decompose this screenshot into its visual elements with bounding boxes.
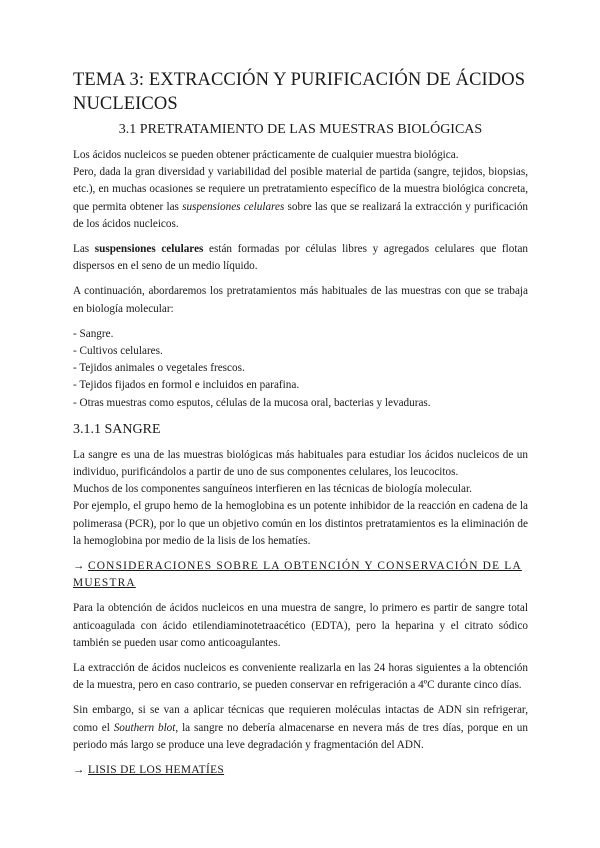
section-title: 3.1 PRETRATAMIENTO DE LAS MUESTRAS BIOLÓGICAS <box>118 122 483 137</box>
paragraph-suspensions <box>73 241 528 275</box>
paragraph-storage: La extracción de ácidos nucleicos es conveniente realizarla en las 24 horas siguientes a la obtención de la muestra, pero en caso contrario, se pueden conservar en refrigeración a 4ºC durante cinco días. <box>73 662 528 692</box>
list-item: - Tejidos fijados en formol e incluidos en parafina. <box>73 379 300 392</box>
list-item: - Otras muestras como esputos, células de la mucosa oral, bacterias y levaduras. <box>73 396 431 409</box>
list-item: - Sangre. <box>73 327 114 340</box>
bold-term: suspensiones celulares <box>94 243 204 256</box>
text-run: están formadas por células libres y agregados celulares que flotan dispersos en el seno de un medio líquido. <box>73 243 528 273</box>
text-run: , la sangre no debería almacenarse en nevera más de tres días, porque en un periodo más largo se produce una leve degradación y fragmentación del ADN. <box>73 721 528 751</box>
paragraph-pretreatments-intro: A continuación, abordaremos los pretratamientos más habituales de las muestras con que se trabaja en biología molecular: <box>73 285 528 315</box>
page-content <box>73 68 528 787</box>
document-title: TEMA 3: EXTRACCIÓN Y PURIFICACIÓN DE ÁCIDOS NUCLEICOS <box>73 70 526 114</box>
paragraph-intro-line: Los ácidos nucleicos se pueden obtener prácticamente de cualquier muestra biológica. <box>73 149 459 161</box>
text-run: Las <box>73 243 95 256</box>
italic-term: Southern blot <box>113 721 176 734</box>
text-run: Pero, dada la gran diversidad y variabilidad del posible material de partida (sangre, tejidos, biopsias, etc.), en muchas ocasiones se requiere un pretratamiento específico de la muestra biológica concreta, que permita obtener las <box>73 166 528 213</box>
arrow-icon: → <box>73 560 85 573</box>
text-run: Por ejemplo, el grupo hemo de la hemoglobina es un potente inhibidor de la reacción en cadena de la polimerasa (PCR), por lo que un objetivo común en los distintos pretratamientos es la eliminación de la hemoglobina por medio de la lisis de los hematíes. <box>73 500 528 547</box>
paragraph-pretreatment <box>73 164 528 233</box>
paragraph-southern-blot <box>73 702 528 754</box>
text-run: sobre las que se realizará la extracción y purificación de los ácidos nucleicos. <box>73 200 529 230</box>
text-run: Sin embargo, si se van a aplicar técnicas que requieren moléculas intactas de ADN sin refrigerar, como el <box>73 704 528 734</box>
arrow-icon: → <box>73 764 85 777</box>
paragraph-anticoagulants: Para la obtención de ácidos nucleicos en una muestra de sangre, lo primero es partir de sangre total anticoagulada con ácido etilendiaminotetraacético (EDTA), pero la heparina y el citrato sódico también se pueden usar como anticoagulantes. <box>73 602 528 649</box>
text-run: Muchos de los componentes sanguíneos interfieren en las técnicas de biología molecular. <box>73 483 472 496</box>
list-item: - Tejidos animales o vegetales frescos. <box>73 362 245 375</box>
heading-text: CONSIDERACIONES SOBRE LA OBTENCIÓN Y CONSERVACIÓN DE LA MUESTRA <box>73 560 522 590</box>
sample-list <box>73 326 528 412</box>
paragraph-blood <box>73 447 528 550</box>
text-run: La sangre es una de las muestras biológicas más habituales para estudiar los ácidos nucleicos de un individuo, purificándolos a partir de uno de sus componentes celulares, los leucocitos. <box>73 448 528 479</box>
subsection-title: 3.1.1 SANGRE <box>73 421 161 437</box>
heading-sample-conservation <box>73 558 528 592</box>
italic-term: suspensiones celulares <box>182 200 285 213</box>
heading-text: LISIS DE LOS HEMATÍES <box>87 764 225 777</box>
heading-red-cell-lysis <box>73 762 528 779</box>
list-item: - Cultivos celulares. <box>73 345 163 358</box>
